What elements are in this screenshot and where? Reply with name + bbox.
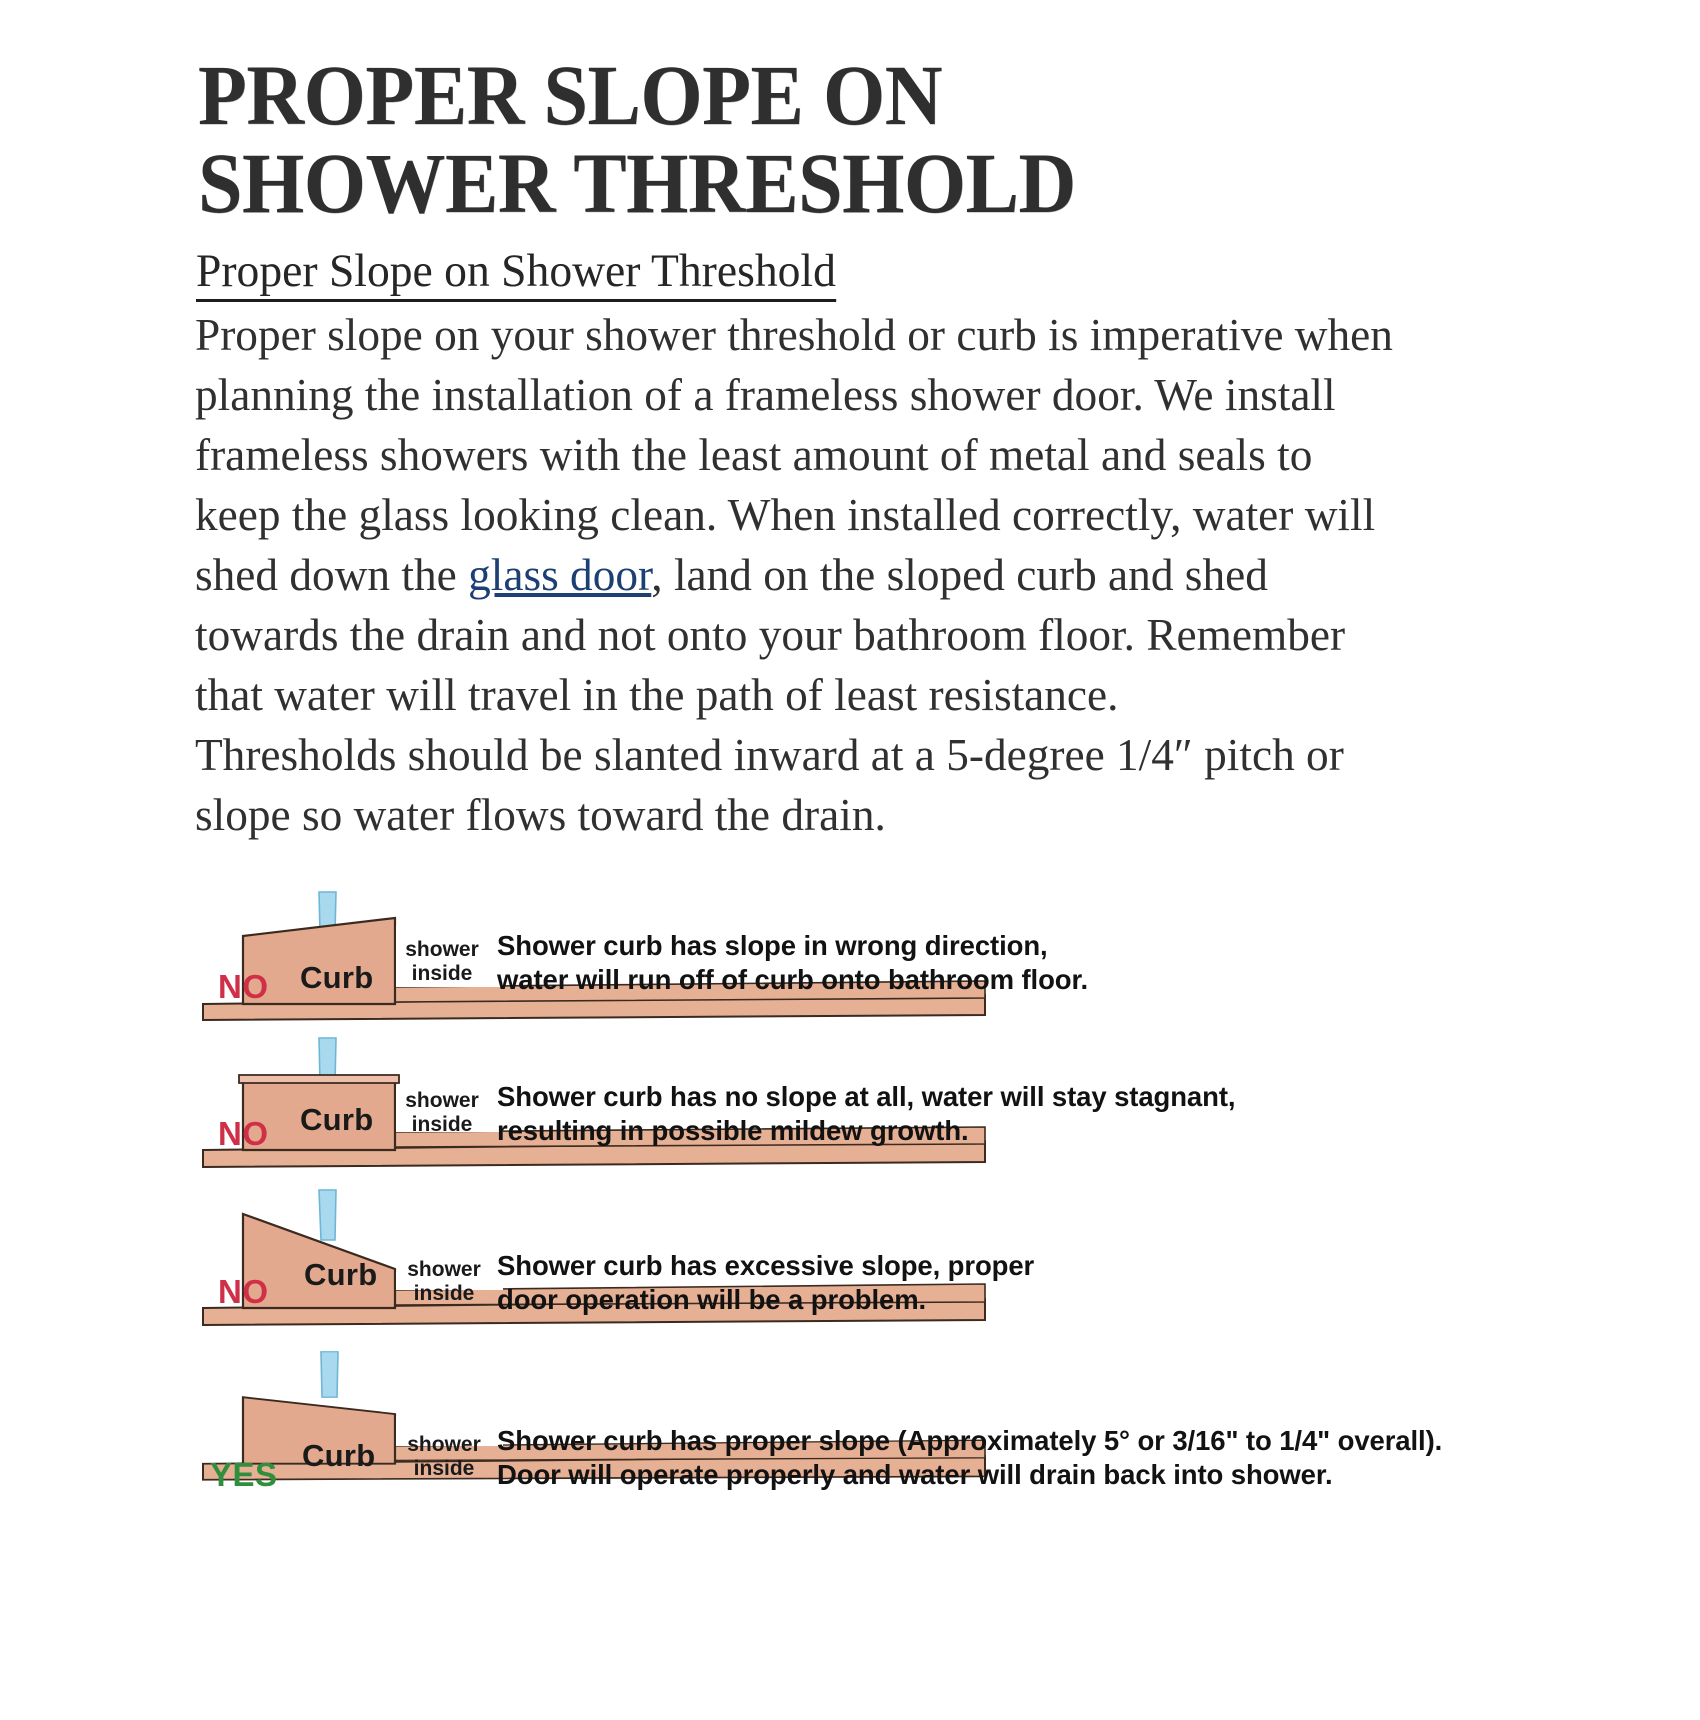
- paragraph-1-part-1: Proper slope on your shower threshold or curb is imperative when planning the installation of a frameless shower door. We install frameless showers with the least amount of metal and seals to keep the glass looking clean. When installed correctly, water will shed down the: [195, 309, 1393, 600]
- section-subheading: Proper Slope on Shower Threshold: [196, 248, 836, 302]
- paragraph-1-part-2: , land on the sloped curb and shed towards the drain and not onto your bathroom floor. Remember that water will travel in the path of least resistance.: [195, 549, 1346, 720]
- shower-inside-line-1: shower: [407, 1258, 481, 1281]
- curb-text-label: Curb: [304, 1257, 378, 1292]
- paragraph-1: [195, 305, 1407, 725]
- shower-inside-label: [394, 1089, 490, 1137]
- caption-line-2: Door will operate properly and water will drain back into shower.: [497, 1459, 1333, 1490]
- shower-inside-line-1: shower: [405, 1089, 479, 1112]
- caption-line-2: resulting in possible mildew growth.: [497, 1115, 969, 1146]
- shower-inside-line-2: inside: [413, 1282, 475, 1305]
- verdict-badge: NO: [218, 1115, 269, 1152]
- body-text: [195, 305, 1407, 845]
- diagram-caption: [497, 1424, 1442, 1492]
- diagram-no-slope: [0, 1026, 1700, 1186]
- paragraph-2: Thresholds should be slanted inward at a 5-degree 1/4″ pitch or slope so water flows toward the drain.: [195, 729, 1344, 840]
- diagram-caption: [497, 1080, 1235, 1148]
- diagram-caption: [497, 929, 1088, 997]
- caption-line-1: Shower curb has proper slope (Approximately 5° or 3/16" to 1/4" overall).: [497, 1425, 1443, 1456]
- diagram-wrong-direction: [0, 880, 1700, 1040]
- diagram-group: [0, 880, 1700, 1580]
- page-title-line-1: PROPER SLOPE ON: [198, 47, 943, 143]
- diagram-excessive-slope: [0, 1180, 1700, 1340]
- caption-line-2: door operation will be a problem.: [497, 1284, 927, 1315]
- shower-inside-label: [396, 1258, 492, 1306]
- caption-line-1: Shower curb has slope in wrong direction,: [497, 930, 1048, 961]
- page-title-line-2: SHOWER THRESHOLD: [198, 134, 1076, 231]
- page-title: [198, 47, 1407, 231]
- caption-line-2: water will run off of curb onto bathroom floor.: [497, 964, 1089, 995]
- curb-text-label: Curb: [300, 1102, 374, 1137]
- shower-inside-line-1: shower: [407, 1433, 481, 1456]
- curb-text-label: Curb: [302, 1438, 376, 1473]
- verdict-badge: NO: [218, 968, 269, 1005]
- shower-inside-line-2: inside: [413, 1457, 475, 1480]
- shower-inside-line-2: inside: [411, 1113, 473, 1136]
- shower-inside-label: [396, 1433, 492, 1481]
- verdict-badge: NO: [218, 1273, 269, 1310]
- caption-line-1: Shower curb has no slope at all, water will stay stagnant,: [497, 1081, 1236, 1112]
- shower-inside-line-1: shower: [405, 938, 479, 961]
- glass-panel-icon: [321, 1352, 338, 1397]
- shower-inside-line-2: inside: [411, 962, 473, 985]
- diagram-caption: [497, 1249, 1034, 1317]
- caption-line-1: Shower curb has excessive slope, proper: [497, 1250, 1035, 1281]
- curb-text-label: Curb: [300, 960, 374, 995]
- glass-door-link[interactable]: glass door: [468, 549, 652, 600]
- curb-cap: [239, 1075, 399, 1083]
- diagram-proper-slope: [0, 1345, 1700, 1505]
- shower-inside-label: [394, 938, 490, 986]
- glass-panel-icon: [319, 1190, 336, 1240]
- verdict-badge: YES: [210, 1456, 278, 1493]
